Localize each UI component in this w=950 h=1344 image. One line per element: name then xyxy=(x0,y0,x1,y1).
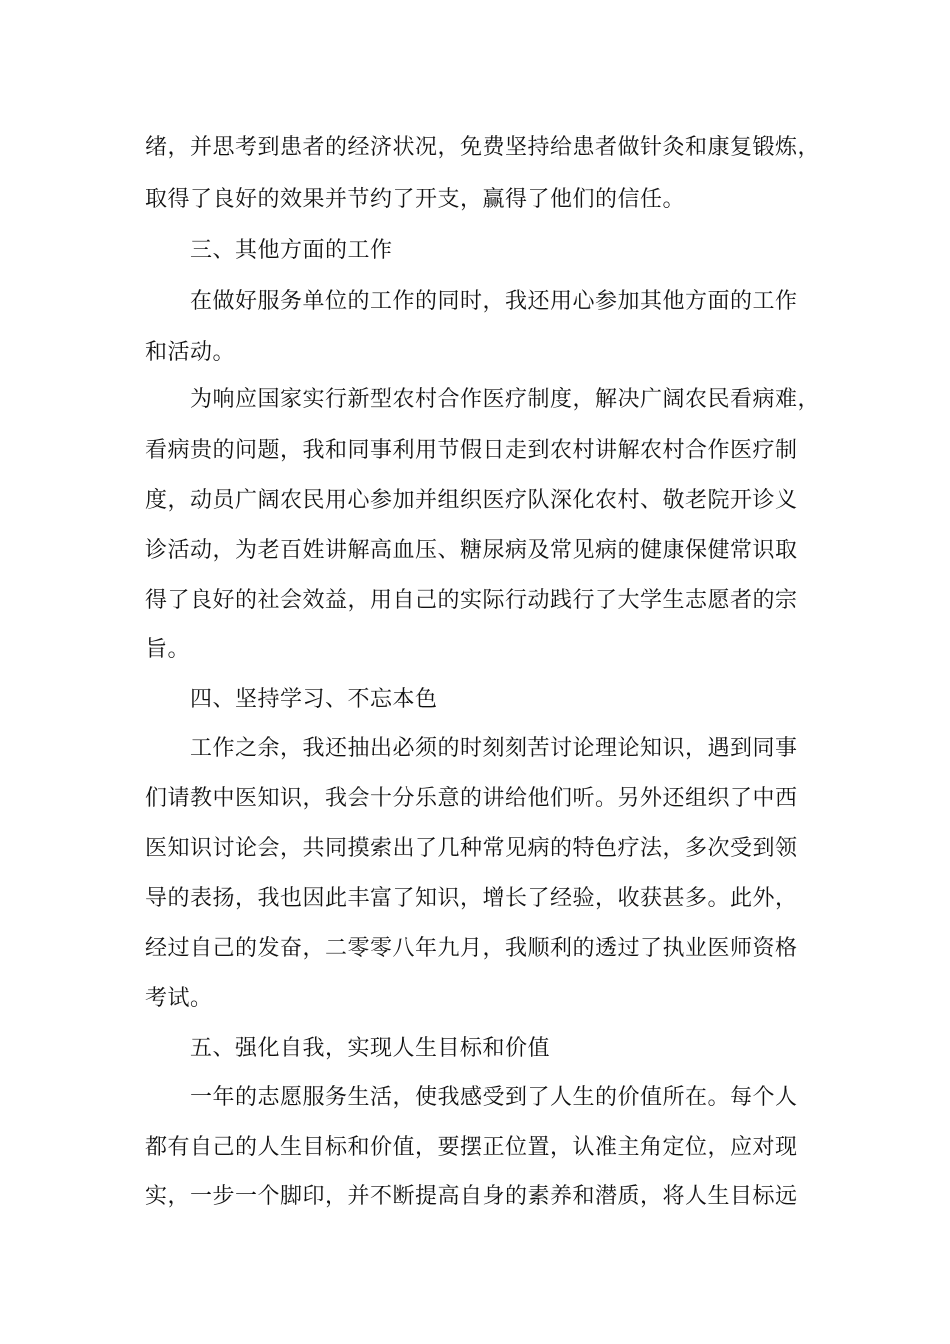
text-line: 医知识讨论会，共同摸索出了几种常见病的特色疗法，多次受到领 xyxy=(145,836,798,861)
text-line: 旨。 xyxy=(145,637,191,662)
text-line: 度，动员广阔农民用心参加并组织医疗队深化农村、敬老院开诊义 xyxy=(145,488,798,513)
section-heading: 四、坚持学习、不忘本色 xyxy=(190,687,438,712)
text-line: 为响应国家实行新型农村合作医疗制度，解决广阔农民看病难， xyxy=(190,387,821,412)
section-heading: 三、其他方面的工作 xyxy=(190,238,393,263)
text-line: 在做好服务单位的工作的同时，我还用心参加其他方面的工作 xyxy=(190,289,798,314)
text-line: 绪，并思考到患者的经济状况，免费坚持给患者做针灸和康复锻炼， xyxy=(145,135,821,160)
text-line: 们请教中医知识，我会十分乐意的讲给他们听。另外还组织了中西 xyxy=(145,786,798,811)
text-line: 实，一步一个脚印，并不断提高自身的素养和潜质，将人生目标远 xyxy=(145,1184,798,1209)
text-line: 得了良好的社会效益，用自己的实际行动践行了大学生志愿者的宗 xyxy=(145,588,798,613)
text-line: 经过自己的发奋，二零零八年九月，我顺利的透过了执业医师资格 xyxy=(145,936,798,961)
text-line: 导的表扬，我也因此丰富了知识，增长了经验，收获甚多。此外， xyxy=(145,886,798,911)
text-line: 都有自己的人生目标和价值，要摆正位置，认准主角定位，应对现 xyxy=(145,1135,798,1160)
section-heading: 五、强化自我，实现人生目标和价值 xyxy=(190,1036,551,1061)
text-line: 诊活动，为老百姓讲解高血压、糖尿病及常见病的健康保健常识取 xyxy=(145,538,798,563)
text-line: 考试。 xyxy=(145,986,213,1011)
text-line: 一年的志愿服务生活，使我感受到了人生的价值所在。每个人 xyxy=(190,1085,798,1110)
text-line: 和活动。 xyxy=(145,340,236,365)
text-line: 工作之余，我还抽出必须的时刻刻苦讨论理论知识，遇到同事 xyxy=(190,736,798,761)
text-line: 看病贵的问题，我和同事利用节假日走到农村讲解农村合作医疗制 xyxy=(145,438,798,463)
text-line: 取得了良好的效果并节约了开支，赢得了他们的信任。 xyxy=(145,187,686,212)
